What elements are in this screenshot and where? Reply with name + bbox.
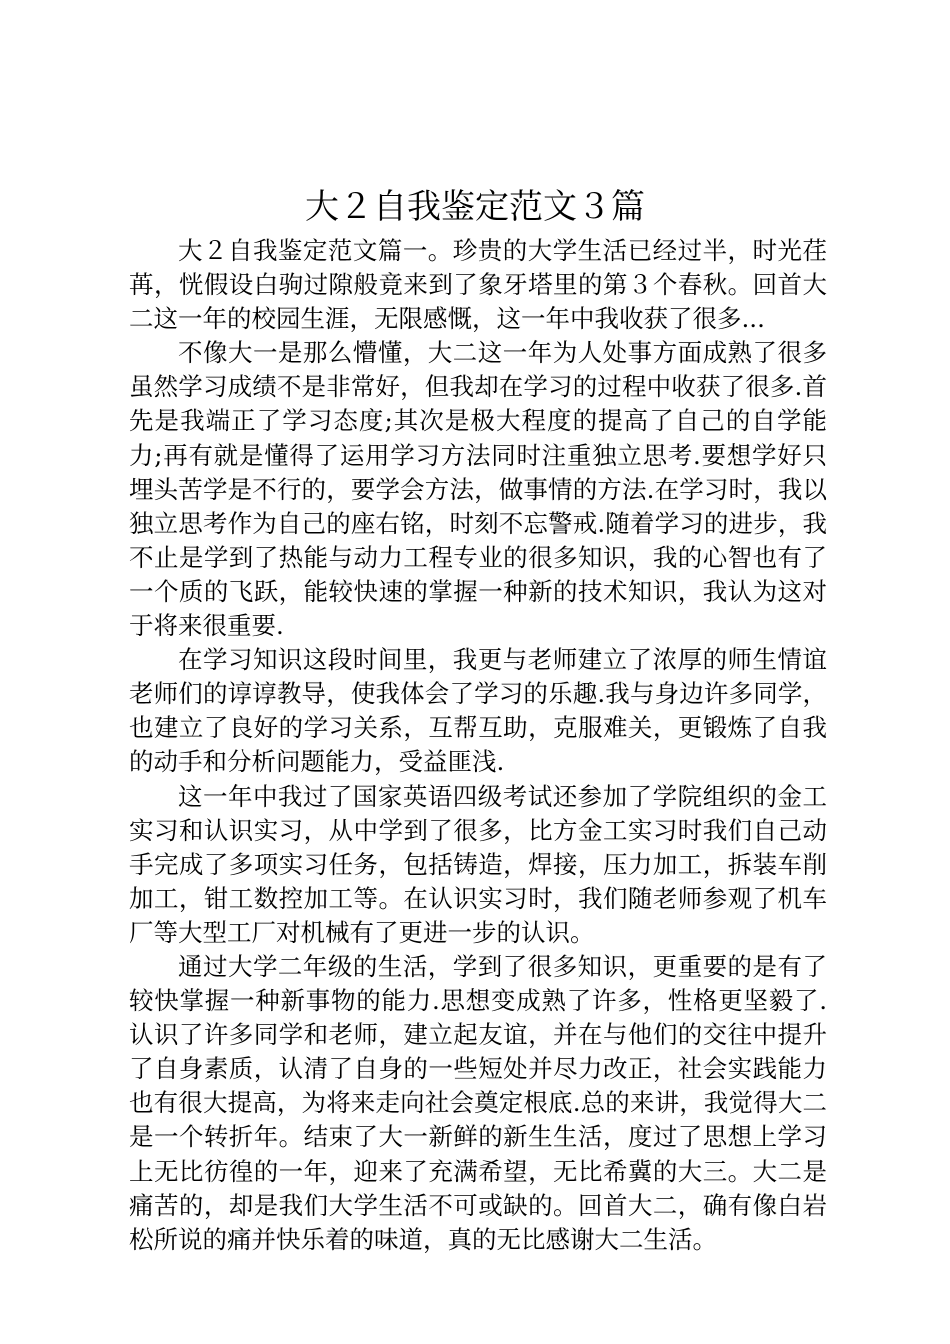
document-title: 大２自我鉴定范文３篇 (305, 187, 645, 227)
paragraph: 通过大学二年级的生活，学到了很多知识，更重要的是有了较快掌握一种新事物的能力.思想变成熟了许多，性格更坚毅了.认识了许多同学和老师，建立起友谊，并在与他们的交往中提升了自身素质，认清了自身的一些短处并尽力改正，社会实践能力也有很大提高，为将来走向社会奠定根底.总的来讲，我觉得大二是一个转折年。结束了大一新鲜的新生生活，度过了思想上学习上无比彷徨的一年，迎来了充满希望，无比希冀的大三。大二是痛苦的，却是我们大学生活不可或缺的。回首大二，确有像白岩松所说的痛并快乐着的味道，真的无比感谢大二生活。 (129, 951, 827, 1254)
paragraph: 不像大一是那么懵懂，大二这一年为人处事方面成熟了很多虽然学习成绩不是非常好，但我却在学习的过程中收获了很多.首先是我端正了学习态度;其次是极大程度的提高了自己的自学能力;再有就是懂得了运用学习方法同时注重独立思考.要想学好只埋头苦学是不行的，要学会方法，做事情的方法.在学习时，我以独立思考作为自己的座右铭，时刻不忘警戒.随着学习的进步，我不止是学到了热能与动力工程专业的很多知识，我的心智也有了一个质的飞跃，能较快速的掌握一种新的技术知识，我认为这对于将来很重要. (129, 338, 827, 641)
paragraph: 在学习知识这段时间里，我更与老师建立了浓厚的师生情谊老师们的谆谆教导，使我体会了学习的乐趣.我与身边许多同学，也建立了良好的学习关系，互帮互助，克服难关，更锻炼了自我的动手和分析问题能力，受益匪浅. (129, 645, 827, 777)
paragraph: 这一年中我过了国家英语四级考试还参加了学院组织的金工实习和认识实习，从中学到了很多，比方金工实习时我们自己动手完成了多项实习任务，包括铸造，焊接，压力加工，拆装车削加工，钳工数控加工等。在认识实习时，我们随老师参观了机车厂等大型工厂对机械有了更进一步的认识。 (129, 781, 827, 947)
document-body (129, 234, 827, 1257)
paragraph: 大２自我鉴定范文篇一。珍贵的大学生活已经过半，时光荏苒，恍假设白驹过隙般竟来到了象牙塔里的第３个春秋。回首大二这一年的校园生涯，无限感慨，这一年中我收获了很多... (129, 236, 827, 334)
